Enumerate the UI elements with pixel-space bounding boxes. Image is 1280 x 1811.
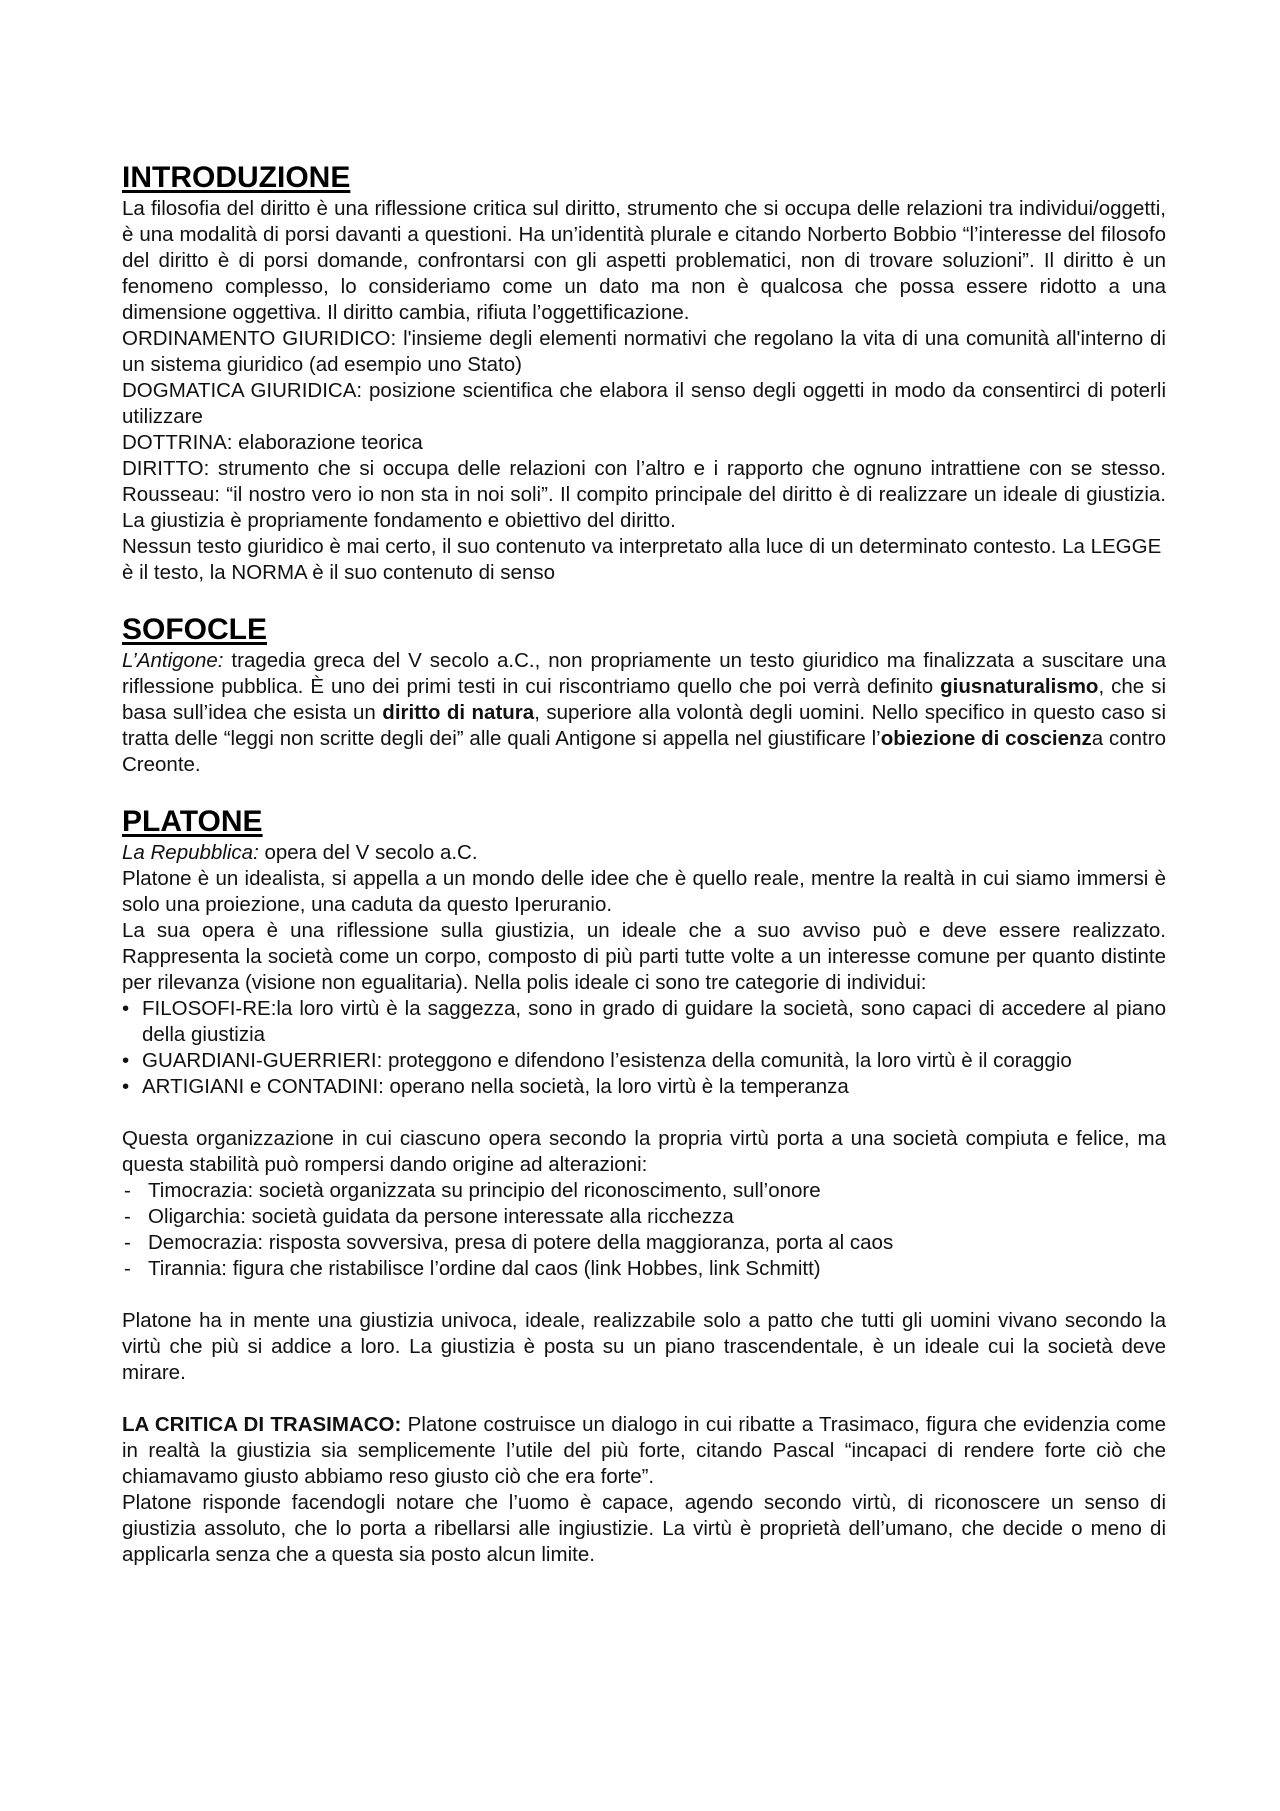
section-platone xyxy=(122,804,1166,1568)
critica-trasimaco-paragraph xyxy=(122,1412,1166,1490)
critica-trasimaco-text: Platone costruisce un dialogo in cui ribatte a Trasimaco, figura che evidenzia come in realtà la giustizia sia semplicemente l’utile del più forte, citando Pascal “incapaci di rendere forte ciò che chiamavamo giusto abbiamo reso giusto ciò che era forte”. xyxy=(122,1413,1166,1488)
intro-dogmatica-giuridica: DOGMATICA GIURIDICA: posizione scientifica che elabora il senso degli oggetti in modo da consentirci di poterli utilizzare xyxy=(122,379,1166,428)
term-giusnaturalismo: giusnaturalismo xyxy=(940,675,1099,698)
list-item: - Oligarchia: società guidata da persone interessate alla ricchezza xyxy=(122,1204,1166,1230)
list-item: • FILOSOFI-RE:la loro virtù è la saggezza, sono in grado di guidare la società, sono capaci di accedere al piano della giustizia xyxy=(122,996,1166,1048)
intro-ordinamento-giuridico: ORDINAMENTO GIURIDICO: l'insieme degli elementi normativi che regolano la vita di una comunità all'interno di un sistema giuridico (ad esempio uno Stato) xyxy=(122,327,1166,376)
list-item: • ARTIGIANI e CONTADINI: operano nella società, la loro virtù è la temperanza xyxy=(122,1074,1166,1100)
platone-paragraph-1: Platone è un idealista, si appella a un mondo delle idee che è quello reale, mentre la realtà in cui siamo immersi è solo una proiezione, una caduta da questo Iperuranio. xyxy=(122,867,1166,916)
intro-dottrina: DOTTRINA: elaborazione teorica xyxy=(122,431,423,454)
heading-platone: PLATONE xyxy=(122,805,263,838)
term-obiezione-di-coscienza: obiezione di coscienz xyxy=(880,727,1092,750)
heading-sofocle: SOFOCLE xyxy=(122,613,268,646)
heading-introduzione: INTRODUZIONE xyxy=(122,161,351,194)
list-item: • GUARDIANI-GUERRIERI: proteggono e difendono l’esistenza della comunità, la loro virtù è il coraggio xyxy=(122,1048,1166,1074)
section-sofocle xyxy=(122,612,1166,778)
document-page xyxy=(122,160,1166,1568)
platone-paragraph-4: Platone ha in mente una giustizia univoca, ideale, realizzabile solo a patto che tutti gli uomini vivano secondo la virtù che più si addice a loro. La giustizia è posta su un piano trascendentale, è un ideale cui la società deve mirare. xyxy=(122,1309,1166,1384)
intro-paragraph-1: La filosofia del diritto è una riflessione critica sul diritto, strumento che si occupa delle relazioni tra individui/oggetti, è una modalità di porsi davanti a questioni. Ha un’identità plurale e citando Norberto Bobbio “l’interesse del filosofo del diritto è di porsi domande, confrontarsi con gli aspetti problematici, non di trovare soluzioni”. Il diritto è un fenomeno complesso, lo consideriamo come un dato ma non è qualcosa che possa essere ridotto a una dimensione oggettiva. Il diritto cambia, rifiuta l’oggettificazione. xyxy=(122,197,1166,324)
platone-work-line xyxy=(122,840,1166,866)
sofocle-work-title: L’Antigone: xyxy=(122,649,224,672)
sofocle-text-2: , che si basa sull’idea che esista un xyxy=(122,675,1166,724)
critica-trasimaco-label: LA CRITICA DI TRASIMACO: xyxy=(122,1413,402,1436)
platone-work-title: La Repubblica: xyxy=(122,841,259,864)
sofocle-text-4: a contro Creonte. xyxy=(122,727,1166,776)
term-diritto-di-natura: diritto di natura xyxy=(382,701,535,724)
list-item: - Tirannia: figura che ristabilisce l’ordine dal caos (link Hobbes, link Schmitt) xyxy=(122,1256,1166,1282)
platone-paragraph-2: La sua opera è una riflessione sulla giustizia, un ideale che a suo avviso può e deve essere realizzato. Rappresenta la società come un corpo, composto di più parti tutte volte a un interesse comune per quanto distinte per rilevanza (visione non egualitaria). Nella polis ideale ci sono tre categorie di individui: xyxy=(122,919,1166,994)
platone-paragraph-3: Questa organizzazione in cui ciascuno opera secondo la propria virtù porta a una società compiuta e felice, ma questa stabilità può rompersi dando origine ad alterazioni: xyxy=(122,1127,1166,1176)
alterations-list xyxy=(122,1178,1166,1282)
intro-diritto: DIRITTO: strumento che si occupa delle relazioni con l’altro e i rapporto che ognuno intrattiene con se stesso. Rousseau: “il nostro vero io non sta in noi soli”. Il compito principale del diritto è di realizzare un ideale di giustizia. La giustizia è propriamente fondamento e obiettivo del diritto. xyxy=(122,457,1166,532)
intro-paragraph-legge-norma: Nessun testo giuridico è mai certo, il suo contenuto va interpretato alla luce di un determinato contesto. La LEGGE è il testo, la NORMA è il suo contenuto di senso xyxy=(122,535,1162,584)
section-introduzione xyxy=(122,160,1166,586)
sofocle-paragraph xyxy=(122,648,1166,778)
sofocle-text-1: tragedia greca del V secolo a.C., non propriamente un testo giuridico ma finalizzata a suscitare una riflessione pubblica. È uno dei primi testi in cui riscontriamo quello che poi verrà definito xyxy=(122,649,1166,698)
categories-list xyxy=(122,996,1166,1100)
platone-work-desc: opera del V secolo a.C. xyxy=(258,841,478,864)
list-item: - Timocrazia: società organizzata su principio del riconoscimento, sull’onore xyxy=(122,1178,1166,1204)
sofocle-text-3: , superiore alla volontà degli uomini. Nello specifico in questo caso si tratta delle “leggi non scritte degli dei” alle quali Antigone si appella nel giustificare l’ xyxy=(122,701,1167,750)
platone-paragraph-5: Platone risponde facendogli notare che l’uomo è capace, agendo secondo virtù, di riconoscere un senso di giustizia assoluto, che lo porta a ribellarsi alle ingiustizie. La virtù è proprietà dell’umano, che decide o meno di applicarla senza che a questa sia posto alcun limite. xyxy=(122,1491,1166,1566)
list-item: - Democrazia: risposta sovversiva, presa di potere della maggioranza, porta al caos xyxy=(122,1230,1166,1256)
